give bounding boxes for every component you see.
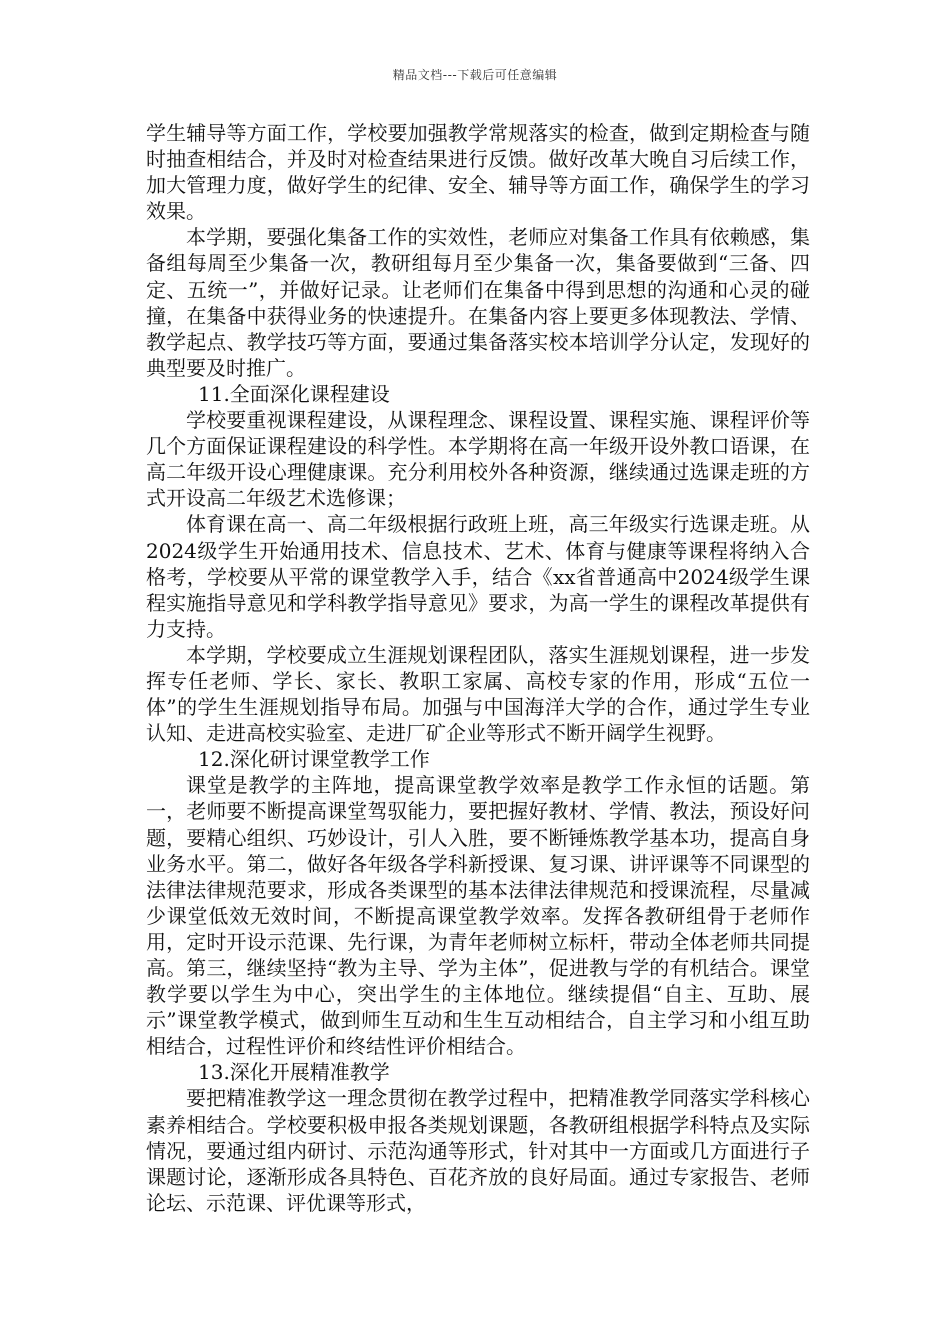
paragraph: 学生辅导等方面工作，学校要加强教学常规落实的检查，做到定期检查与随时抽查相结合，并及时对检查结果进行反馈。做好改革大晚自习后续工作，加大管理力度，做好学生的纪律、安全、辅导等方面工作，确保学生的学习效果。	[146, 121, 810, 224]
paragraph: 本学期，学校要成立生涯规划课程团队，落实生涯规划课程，进一步发挥专任老师、学长、家长、教职工家属、高校专家的作用，形成“五位一体”的学生生涯规划指导布局。加强与中国海洋大学的合作，通过学生专业认知、走进高校实验室、走进厂矿企业等形式不断开阔学生视野。	[146, 642, 810, 746]
paragraph: 本学期，要强化集备工作的实效性，老师应对集备工作具有依赖感，集备组每周至少集备一次，教研组每月至少集备一次，集备要做到“三备、四定、五统一”，并做好记录。让老师们在集备中得到思想的沟通和心灵的碰撞，在集备中获得业务的快速提升。在集备内容上要更多体现教法、学情、教学起点、教学技巧等方面，要通过集备落实校本培训学分认定，发现好的典型要及时推广。	[146, 225, 810, 380]
document-body	[146, 120, 810, 1216]
paragraph: 体育课在高一、高二年级根据行政班上班，高三年级实行选课走班。从2024级学生开始通用技术、信息技术、艺术、体育与健康等课程将纳入合格考，学校要从平常的课堂教学入手，结合《xx省普通高中2024级学生课程实施指导意见和学科教学指导意见》要求，为高一学生的课程改革提供有力支持。	[146, 512, 810, 641]
section-heading: 11.全面深化课程建设	[198, 381, 390, 406]
section-heading: 12.深化研讨课堂教学工作	[198, 747, 430, 772]
section-heading: 13.深化开展精准教学	[198, 1060, 390, 1085]
paragraph: 课堂是教学的主阵地，提高课堂教学效率是教学工作永恒的话题。第一，老师要不断提高课堂驾驭能力，要把握好教材、学情、教法，预设好问题，要精心组织、巧妙设计，引人入胜，要不断锤炼教学基本功，提高自身业务水平。第二，做好各年级各学科新授课、复习课、讲评课等不同课型的法律法律规范要求，形成各类课型的基本法律法律规范和授课流程，尽量减少课堂低效无效时间，不断提高课堂教学效率。发挥各教研组骨于老师作用，定时开设示范课、先行课，为青年老师树立标杆，带动全体老师共同提高。第三，继续坚持“教为主导、学为主体”，促进教与学的有机结合。课堂教学要以学生为中心，突出学生的主体地位。继续提倡“自主、互助、展示”课堂教学模式，做到师生互动和生生互动相结合，自主学习和小组互助相结合，过程性评价和终结性评价相结合。	[146, 773, 810, 1059]
paragraph: 学校要重视课程建设，从课程理念、课程设置、课程实施、课程评价等几个方面保证课程建设的科学性。本学期将在高一年级开设外教口语课，在高二年级开设心理健康课。充分利用校外各种资源，继续通过选课走班的方式开设高二年级艺术选修课；	[146, 408, 810, 511]
page-header: 精品文档---下载后可任意编辑	[392, 68, 558, 82]
paragraph: 要把精准教学这一理念贯彻在教学过程中，把精准教学同落实学科核心素养相结合。学校要积极申报各类规划课题，各教研组根据学科特点及实际情况，要通过组内研讨、示范沟通等形式，针对其中一方面或几方面进行子课题讨论，逐渐形成各具特色、百花齐放的良好局面。通过专家报告、老师论坛、示范课、评优课等形式，	[146, 1086, 810, 1215]
